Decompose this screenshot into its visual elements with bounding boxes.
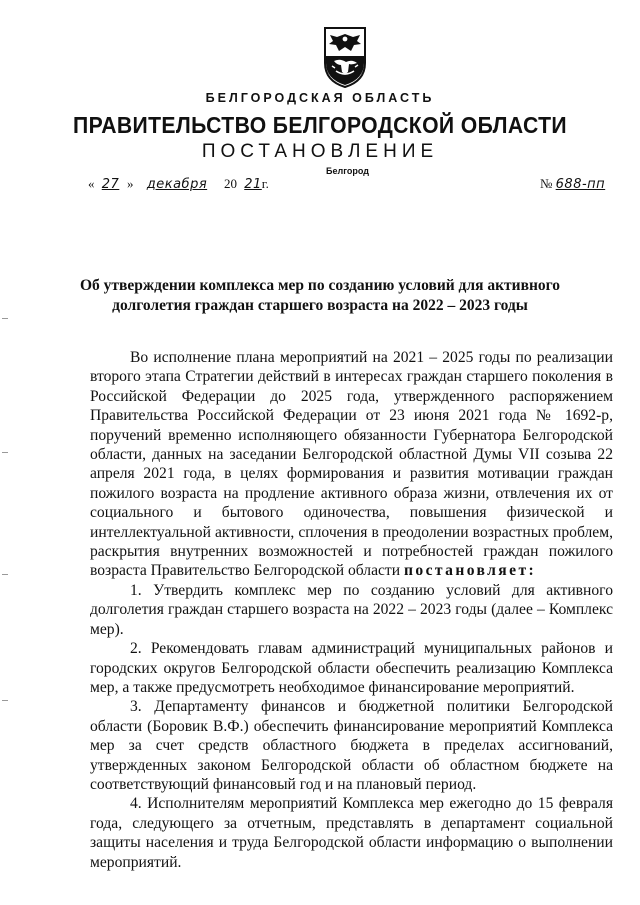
intro-paragraph	[90, 348, 613, 581]
title-line-2: долголетия граждан старшего возраста на 2022 – 2023 годы	[112, 297, 528, 314]
document-title	[40, 276, 600, 316]
coat-of-arms-icon	[322, 25, 368, 89]
decree-word: постановляет:	[404, 562, 537, 580]
document-body	[90, 348, 613, 872]
document-number	[540, 176, 605, 192]
scan-mark	[2, 318, 8, 319]
date-century: 20	[224, 176, 237, 191]
number-value: 688-пп	[555, 177, 606, 192]
city-name: Белгород	[326, 166, 369, 176]
item-2: 2. Рекомендовать главам администраций муниципальных районов и городских округов Белгородской области обеспечить реализацию Комплекса мер, а также предусмотреть необходимое финансирование мероприятий.	[90, 640, 613, 696]
item-4: 4. Исполнителям мероприятий Комплекса мер ежегодно до 15 февраля года, следующего за отчетным, представлять в департамент социальной защиты населения и труда Белгородской области информацию о выполнении мероприятий.	[90, 795, 613, 871]
document-type: ПОСТАНОВЛЕНИЕ	[201, 141, 439, 162]
item-3: 3. Департаменту финансов и бюджетной политики Белгородской области (Боровик В.Ф.) обеспечить финансирование мероприятий Комплекса мер за счет средств областного бюджета в пределах ассигнований, утвержденных законом Белгородской области об областном бюджете на соответствующий финансовый год и на плановый период.	[90, 698, 613, 793]
intro-text: Во исполнение плана мероприятий на 2021 – 2025 годы по реализации второго этапа Стратегии действий в интересах граждан старшего поколения в Российской Федерации до 2025 года, утвержденного распоряжением Правительства Российской Федерации от 23 июня 2021 года № 1692-р, поручений временно исполняющего обязанности Губернатора Белгородской области, данных на заседании Белгородской областной Думы VII созыва 22 апреля 2021 года, в целях формирования и развития мотивации граждан пожилого возраста на продление активного образа жизни, отвлечения их от социального и бытового одиночества, повышения физической и интеллектуальной активности, сплочения в преодолении возрастных проблем, раскрытия внутренних возможностей и потребностей граждан пожилого возраста Правительство Белгородской области	[90, 349, 613, 580]
date-open-quote: «	[88, 176, 95, 191]
date-close-quote: »	[127, 176, 134, 191]
title-line-1: Об утверждении комплекса мер по созданию условий для активного	[79, 277, 561, 294]
item-1: 1. Утвердить комплекс мер по созданию условий для активного долголетия граждан старшего возраста на 2022 – 2023 годы (далее – Комплекс мер).	[90, 581, 613, 638]
government-name: ПРАВИТЕЛЬСТВО БЕЛГОРОДСКОЙ ОБЛАСТИ	[73, 112, 567, 138]
date-year-suffix: г.	[261, 176, 269, 191]
date-year: 21	[244, 177, 262, 192]
region-name: БЕЛГОРОДСКАЯ ОБЛАСТЬ	[205, 91, 435, 105]
number-sign: №	[540, 176, 553, 191]
scan-mark	[2, 452, 8, 453]
scan-mark	[2, 700, 8, 701]
date-month: декабря	[146, 177, 208, 192]
date-day: 27	[101, 177, 120, 192]
document-date	[88, 176, 269, 192]
scan-mark	[2, 574, 8, 575]
